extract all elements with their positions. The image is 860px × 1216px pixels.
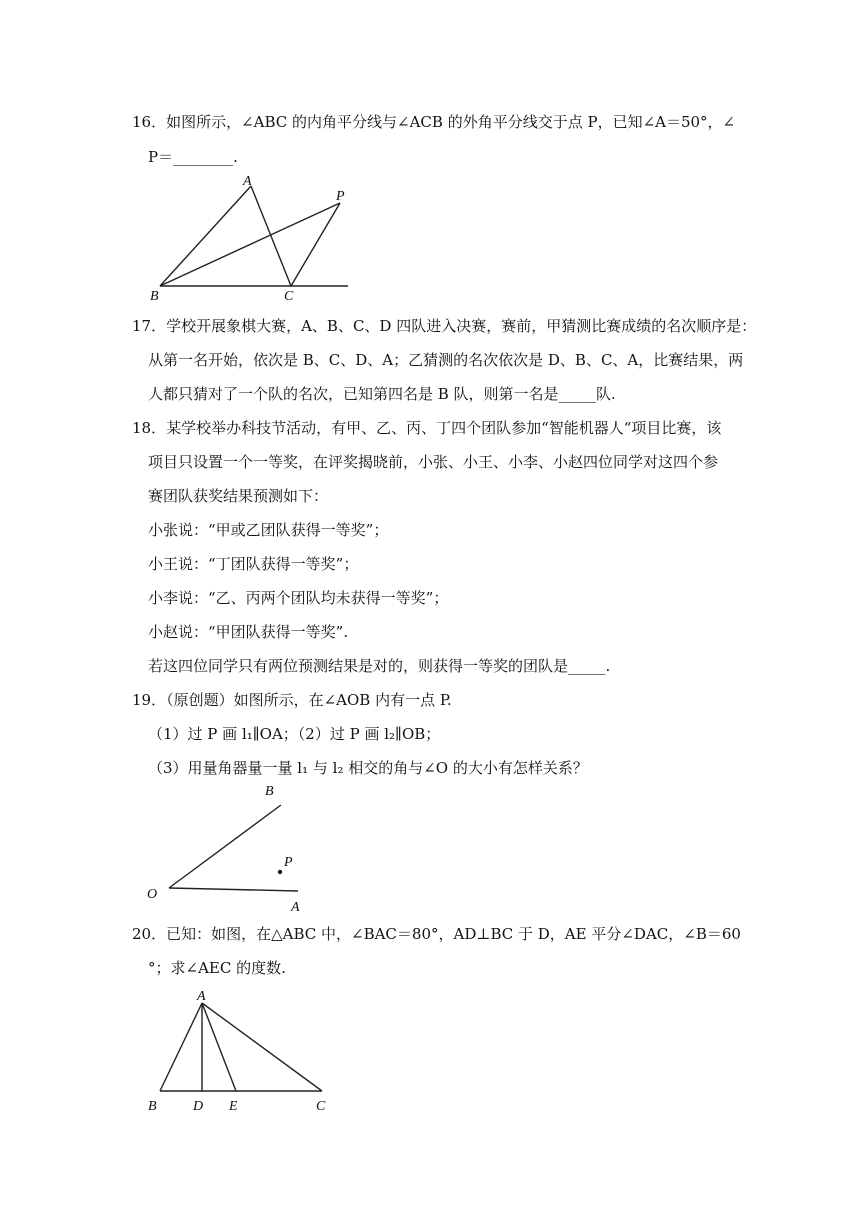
q16-figure [140, 168, 360, 308]
q20-label-B: B [148, 1099, 157, 1114]
q16-line-1: 16．如图所示，∠ABC 的内角平分线与∠ACB 的外角平分线交于点 P，已知∠A＝50°，∠ [132, 113, 736, 131]
q20-line-2: °；求∠AEC 的度数. [148, 959, 286, 977]
q16-label-A: A [243, 174, 252, 189]
q18-line-1: 18．某学校举办科技节活动，有甲、乙、丙、丁四个团队参加“智能机器人“项目比赛，该 [132, 419, 722, 437]
q20-label-C: C [316, 1099, 326, 1114]
q18-line-3: 赛团队获奖结果预测如下： [148, 487, 329, 505]
q19-label-P: P [284, 855, 293, 870]
q19-line-2: （1）过 P 画 l₁∥OA；（2）过 P 画 l₂∥OB； [148, 725, 441, 743]
q19-label-B: B [265, 784, 274, 799]
q20-line-1: 20．已知：如图，在△ABC 中，∠BAC＝80°，AD⊥BC 于 D，AE 平分∠DAC，∠B＝60 [132, 925, 741, 943]
q18-statement-zhang: 小张说：“甲或乙团队获得一等奖”； [148, 521, 389, 539]
q16-label-C: C [284, 289, 294, 304]
q16-line-2: P＝________. [148, 148, 238, 166]
q19-line-3: （3）用量角器量一量 l₁ 与 l₂ 相交的角与∠O 的大小有怎样关系？ [148, 759, 588, 777]
q18-statement-li: 小李说：“乙、丙两个团队均未获得一等奖”； [148, 589, 449, 607]
q19-line-1: 19．（原创题）如图所示，在∠AOB 内有一点 P. [132, 691, 452, 709]
q20-label-D: D [193, 1099, 204, 1114]
q19-label-O: O [147, 887, 158, 902]
q17-line-1: 17．学校开展象棋大赛，A、B、C、D 四队进入决赛，赛前，甲猜测比赛成绩的名次顺序是： [132, 317, 757, 335]
q16-label-P: P [336, 189, 345, 204]
q18-statement-wang: 小王说：“丁团队获得一等奖”； [148, 555, 359, 573]
q18-line-4: 若这四位同学只有两位预测结果是对的，则获得一等奖的团队是_____. [148, 657, 611, 675]
q18-line-2: 项目只设置一个一等奖，在评奖揭晓前，小张、小王、小李、小赵四位同学对这四个参 [148, 453, 719, 471]
q17-line-2: 从第一名开始，依次是 B、C、D、A；乙猜测的名次依次是 D、B、C、A，比赛结果，两 [148, 351, 744, 369]
q20-figure [140, 983, 350, 1118]
q20-label-A: A [197, 989, 206, 1004]
q19-figure [140, 778, 320, 913]
q20-label-E: E [229, 1099, 238, 1114]
q16-label-B: B [150, 289, 159, 304]
q18-statement-zhao: 小赵说：“甲团队获得一等奖”. [148, 623, 349, 641]
q17-line-3: 人都只猜对了一个队的名次，已知第四名是 B 队，则第一名是_____队. [148, 385, 616, 403]
q19-point-P [278, 870, 282, 874]
q19-label-A: A [291, 900, 300, 913]
